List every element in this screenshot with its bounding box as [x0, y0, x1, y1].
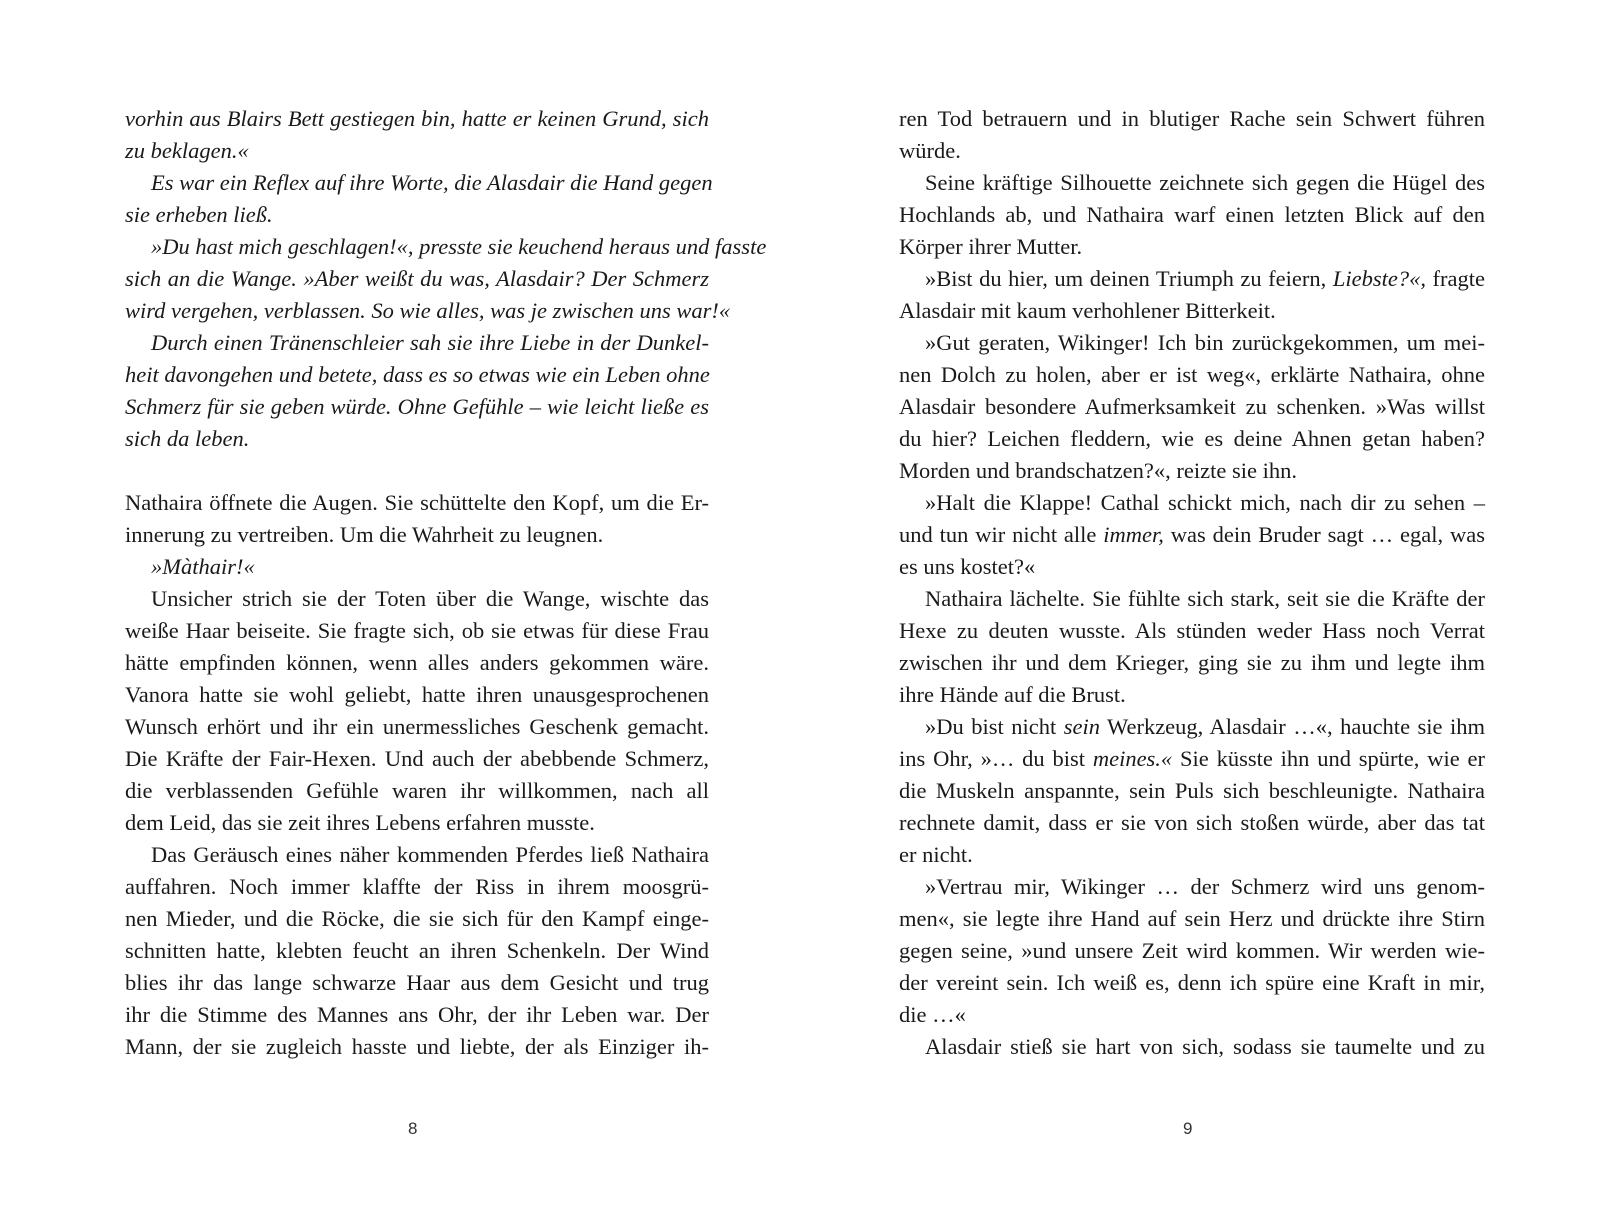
text-segment: Liebste?«,	[1332, 266, 1426, 291]
text-line	[899, 359, 1485, 391]
text-line	[125, 263, 709, 295]
text-segment: Körper ihrer Mutter.	[899, 234, 1083, 259]
text-segment: es uns kostet?«	[899, 554, 1036, 579]
text-line	[125, 967, 709, 999]
text-line	[125, 551, 709, 583]
text-segment: sein	[1063, 714, 1100, 739]
text-segment: immer,	[1103, 522, 1164, 547]
text-line	[899, 391, 1485, 423]
text-segment: zwischen ihr und dem Krieger, ging sie zu ihm und legte ihm	[899, 650, 1485, 675]
text-line	[125, 487, 709, 519]
text-segment: sich da leben.	[125, 426, 250, 451]
text-line	[899, 135, 1485, 167]
text-segment: vorhin aus Blairs Bett gestiegen bin, hatte er keinen Grund, sich	[125, 106, 709, 131]
text-segment: nen Dolch zu holen, aber er ist weg«, erklärte Nathaira, ohne	[899, 362, 1485, 387]
text-line	[125, 231, 767, 263]
text-segment: Hochlands ab, und Nathaira warf einen letzten Blick auf den	[899, 202, 1485, 227]
text-segment: meines.«	[1092, 746, 1173, 771]
text-segment: der vereint sein. Ich weiß es, denn ich spüre eine Kraft in mir,	[899, 970, 1485, 995]
text-line	[899, 743, 1485, 775]
text-segment: Durch einen Tränenschleier sah sie ihre Liebe in der Dunkel-	[151, 330, 709, 355]
text-segment: würde.	[899, 138, 961, 163]
text-segment: ren Tod betrauern und in blutiger Rache sein Schwert führen	[899, 106, 1485, 131]
text-segment: ihre Hände auf die Brust.	[899, 682, 1126, 707]
text-line	[899, 167, 1485, 199]
text-segment: »Bist du hier, um deinen Triumph zu feiern,	[925, 266, 1333, 291]
text-segment: hätte empfinden können, wenn alles anders gekommen wäre.	[125, 650, 709, 675]
text-line	[899, 999, 1485, 1031]
text-segment: Seine kräftige Silhouette zeichnete sich gegen die Hügel des	[925, 170, 1485, 195]
text-line	[125, 935, 709, 967]
right-page	[800, 0, 1600, 1215]
text-segment: er nicht.	[899, 842, 973, 867]
text-line	[125, 167, 713, 199]
text-segment: die Muskeln anspannte, sein Puls sich beschleunigte. Nathaira	[899, 778, 1485, 803]
text-segment: Werkzeug, Alasdair …«, hauchte sie ihm	[1099, 714, 1486, 739]
text-line	[125, 327, 709, 359]
text-line	[125, 423, 709, 455]
text-segment: heit davongehen und betete, dass es so etwas wie ein Leben ohne	[125, 362, 710, 387]
text-segment: rechnete damit, dass er sie von sich stoßen würde, aber das tat	[899, 810, 1485, 835]
text-line	[125, 1031, 709, 1063]
text-segment: was dein Bruder sagt … egal, was	[1163, 522, 1485, 547]
text-line	[125, 871, 709, 903]
text-segment: sich an die Wange. »Aber weißt du was, Alasdair? Der Schmerz	[125, 266, 709, 291]
text-line	[899, 455, 1485, 487]
text-line	[899, 327, 1485, 359]
text-segment: »Du bist nicht	[925, 714, 1064, 739]
text-line	[125, 359, 709, 391]
text-line	[899, 711, 1485, 743]
text-line	[125, 391, 709, 423]
text-line	[899, 775, 1485, 807]
text-line	[125, 999, 709, 1031]
text-segment: »Du hast mich geschlagen!«, presste sie keuchend heraus und fasste	[151, 234, 767, 259]
text-segment: auffahren. Noch immer klaffte der Riss in ihrem moosgrü-	[125, 874, 709, 899]
text-segment: men«, sie legte ihre Hand auf sein Herz und drückte ihre Stirn	[899, 906, 1485, 931]
text-segment: Das Geräusch eines näher kommenden Pferdes ließ Nathaira	[151, 842, 709, 867]
text-line	[125, 807, 709, 839]
text-segment: fragte	[1425, 266, 1485, 291]
text-line	[125, 583, 709, 615]
text-line	[899, 551, 1485, 583]
text-line	[899, 423, 1485, 455]
text-line	[899, 519, 1485, 551]
text-line	[125, 679, 709, 711]
text-line	[899, 295, 1485, 327]
text-segment: Unsicher strich sie der Toten über die Wange, wischte das	[151, 586, 709, 611]
text-line	[899, 647, 1485, 679]
text-segment: Morden und brandschatzen?«, reizte sie ihn.	[899, 458, 1297, 483]
text-segment: du hier? Leichen fleddern, wie es deine Ahnen getan haben?	[899, 426, 1485, 451]
text-segment: die verblassenden Gefühle waren ihr willkommen, nach all	[125, 778, 709, 803]
text-segment: »Màthair!«	[151, 554, 255, 579]
text-line	[899, 903, 1485, 935]
text-segment: Die Kräfte der Fair-Hexen. Und auch der abebbende Schmerz,	[125, 746, 709, 771]
text-line	[899, 231, 1485, 263]
text-segment: »Vertrau mir, Wikinger … der Schmerz wird uns genom-	[925, 874, 1485, 899]
text-segment: Schmerz für sie geben würde. Ohne Gefühle – wie leicht ließe es	[125, 394, 709, 419]
text-line	[899, 967, 1485, 999]
text-line	[125, 295, 731, 327]
text-segment: gegen seine, »und unsere Zeit wird kommen. Wir werden wie-	[899, 938, 1485, 963]
page-number: 8	[408, 1119, 418, 1138]
text-line	[899, 263, 1485, 295]
text-line	[125, 775, 709, 807]
text-segment: blies ihr das lange schwarze Haar aus dem Gesicht und trug	[125, 970, 709, 995]
text-line	[899, 1031, 1485, 1063]
text-segment: schnitten hatte, klebten feucht an ihren Schenkeln. Der Wind	[125, 938, 709, 963]
text-segment: zu beklagen.«	[125, 138, 249, 163]
text-line	[125, 743, 709, 775]
text-line	[899, 839, 1485, 871]
text-segment: nen Mieder, und die Röcke, die sie sich für den Kampf einge-	[125, 906, 709, 931]
text-segment: innerung zu vertreiben. Um die Wahrheit zu leugnen.	[125, 522, 604, 547]
text-segment: Vanora hatte sie wohl geliebt, hatte ihren unausgesprochenen	[125, 682, 709, 707]
text-line	[125, 519, 709, 551]
text-segment: Alasdair stieß sie hart von sich, sodass sie taumelte und zu	[925, 1034, 1485, 1059]
text-segment: Nathaira öffnete die Augen. Sie schüttelte den Kopf, um die Er-	[125, 490, 709, 515]
text-line	[899, 199, 1485, 231]
text-segment: Alasdair mit kaum verhohlener Bitterkeit.	[899, 298, 1276, 323]
text-line	[125, 199, 709, 231]
text-line	[125, 903, 709, 935]
text-segment: Hexe zu deuten wusste. Als stünden weder Hass noch Verrat	[899, 618, 1485, 643]
text-segment: »Gut geraten, Wikinger! Ich bin zurückgekommen, um mei-	[925, 330, 1485, 355]
text-line	[125, 135, 709, 167]
text-line	[899, 615, 1485, 647]
text-segment: Es war ein Reflex auf ihre Worte, die Alasdair die Hand gegen	[151, 170, 713, 195]
page-number: 9	[1183, 1119, 1193, 1138]
text-segment: »Halt die Klappe! Cathal schickt mich, nach dir zu sehen –	[925, 490, 1485, 515]
text-segment: Nathaira lächelte. Sie fühlte sich stark, seit sie die Kräfte der	[925, 586, 1485, 611]
text-line	[899, 871, 1485, 903]
text-line	[125, 711, 709, 743]
text-segment: Mann, der sie zugleich hasste und liebte, der als Einziger ih-	[125, 1034, 709, 1059]
text-line	[899, 935, 1485, 967]
text-segment: sie erheben ließ.	[125, 202, 273, 227]
text-line	[899, 679, 1485, 711]
text-line	[125, 615, 709, 647]
text-segment: dem Leid, das sie zeit ihres Lebens erfahren musste.	[125, 810, 595, 835]
text-segment: Alasdair besondere Aufmerksamkeit zu schenken. »Was willst	[899, 394, 1485, 419]
text-segment: die …«	[899, 1002, 966, 1027]
text-line	[899, 807, 1485, 839]
text-line	[125, 839, 709, 871]
text-segment: ins Ohr, »… du bist	[899, 746, 1093, 771]
text-line	[899, 487, 1485, 519]
text-segment: Sie küsste ihn und spürte, wie er	[1172, 746, 1485, 771]
text-segment: weiße Haar beiseite. Sie fragte sich, ob sie etwas für diese Frau	[125, 618, 709, 643]
text-line	[899, 103, 1485, 135]
text-segment: und tun wir nicht alle	[899, 522, 1104, 547]
text-segment: wird vergehen, verblassen. So wie alles, was je zwischen uns war!«	[125, 298, 731, 323]
text-line	[125, 647, 709, 679]
text-segment: Wunsch erhört und ihr ein unermessliches Geschenk gemacht.	[125, 714, 709, 739]
text-line	[899, 583, 1485, 615]
text-segment: ihr die Stimme des Mannes ans Ohr, der ihr Leben war. Der	[125, 1002, 709, 1027]
text-line	[125, 103, 709, 135]
